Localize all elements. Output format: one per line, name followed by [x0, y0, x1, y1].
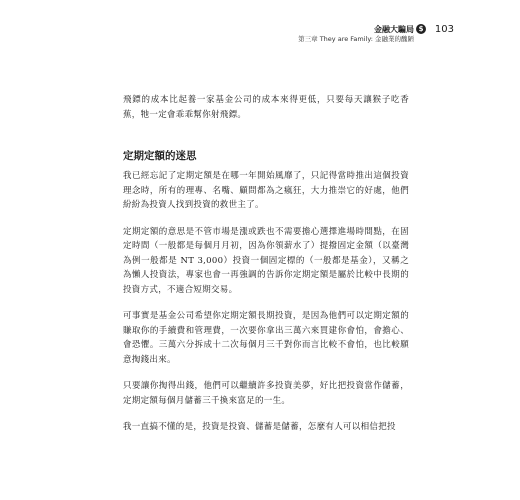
dollar-logo-icon: $: [416, 24, 426, 34]
body-paragraph: 只要讓你掏得出錢，他們可以繼續許多投資美夢，好比把投資當作儲蓄，定期定額每個月儲蓄三千換來富足的一生。: [123, 381, 409, 406]
body-paragraph: 我已經忘記了定期定額是在哪一年開始風靡了，只記得當時推出這個投資理念時，所有的理專、名嘴、顧問都為之瘋狂，大力推崇它的好處，他們紛紛為投資人找到投資的救世主了。: [123, 171, 409, 210]
chapter-title: 第三章 They are Family: 金融業的醜陋: [298, 35, 414, 43]
intro-paragraph: 飛鏢的成本比起養一家基金公司的成本來得更低，只要每天讓猴子吃香蕉，牠一定會乖乖幫你射飛鏢。: [123, 95, 409, 120]
book-title: 金融大騙局: [374, 25, 414, 34]
section-title: 定期定額的迷思: [123, 150, 197, 162]
body-paragraph: 我一直搞不懂的是，投資是投資、儲蓄是儲蓄，怎麼有人可以相信把投: [123, 422, 396, 432]
page-content: [123, 93, 409, 447]
body-paragraph: 可事實是基金公司希望你定期定額長期投資，是因為他們可以定期定額的賺取你的手續費和管理費，一次要你拿出三萬六來買建你會怕，會擔心、會恐懼。三萬六分拆成十二次每個月三千對你而言比較不會怕，也比較願意掏錢出來。: [123, 311, 409, 365]
page-number: 103: [434, 24, 454, 35]
body-paragraph: 定期定額的意思是不管市場是漲或跌也不需要擔心選擇進場時間點，在固定時間（一般都是每個月月初，因為你領薪水了）提撥固定金額（以臺灣為例一般都是 NT 3,000）投資一個固定標的（一般都是基金），又稱之為懶人投資法，專家也會一再強調的告訴你定期定額是屬於比較中長期的投資方式，不適合短期交易。: [123, 226, 409, 295]
running-header: [298, 24, 414, 44]
